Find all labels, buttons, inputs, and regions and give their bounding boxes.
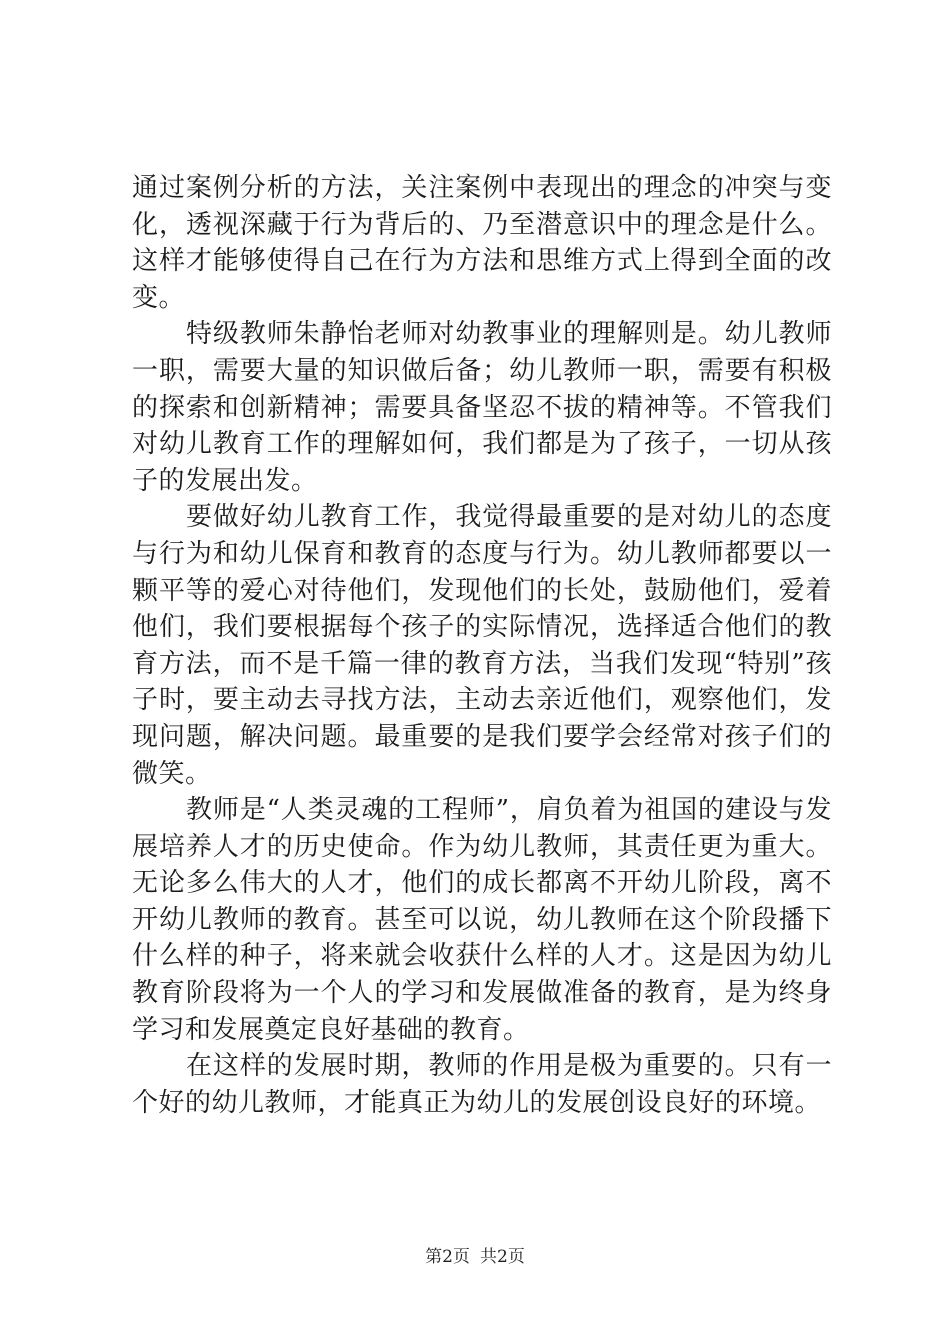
paragraph: 教师是“人类灵魂的工程师”，肩负着为祖国的建设与发展培养人才的历史使命。作为幼儿教师，其责任更为重大。无论多么伟大的人才，他们的成长都离不开幼儿阶段，离不开幼儿教师的教育。甚至可以说，幼儿教师在这个阶段播下什么样的种子，将来就会收获什么样的人才。这是因为幼儿教育阶段将为一个人的学习和发展做准备的教育，是为终身学习和发展奠定良好基础的教育。: [132, 795, 832, 1045]
paragraph-continuation: 通过案例分析的方法，关注案例中表现出的理念的冲突与变化，透视深藏于行为背后的、乃至潜意识中的理念是什么。这样才能够使得自己在行为方法和思维方式上得到全面的改变。: [132, 173, 832, 313]
paragraph: 在这样的发展时期，教师的作用是极为重要的。只有一个好的幼儿教师，才能真正为幼儿的发展创设良好的环境。: [132, 1051, 832, 1118]
paragraph: 特级教师朱静怡老师对幼教事业的理解则是。幼儿教师一职，需要大量的知识做后备；幼儿教师一职，需要有积极的探索和创新精神；需要具备坚忍不拔的精神等。不管我们对幼儿教育工作的理解如何，我们都是为了孩子，一切从孩子的发展出发。: [132, 319, 832, 496]
page-number: 第2页: [425, 1247, 470, 1267]
document-body: [132, 170, 832, 1121]
page-total: 共2页: [480, 1247, 525, 1267]
page-footer: [0, 1242, 950, 1267]
paragraph: 要做好幼儿教育工作，我觉得最重要的是对幼儿的态度与行为和幼儿保育和教育的态度与行为。幼儿教师都要以一颗平等的爱心对待他们，发现他们的长处，鼓励他们，爱着他们，我们要根据每个孩子的实际情况，选择适合他们的教育方法，而不是千篇一律的教育方法，当我们发现“特别”孩子时，要主动去寻找方法，主动去亲近他们，观察他们，发现问题，解决问题。最重要的是我们要学会经常对孩子们的微笑。: [132, 502, 832, 789]
